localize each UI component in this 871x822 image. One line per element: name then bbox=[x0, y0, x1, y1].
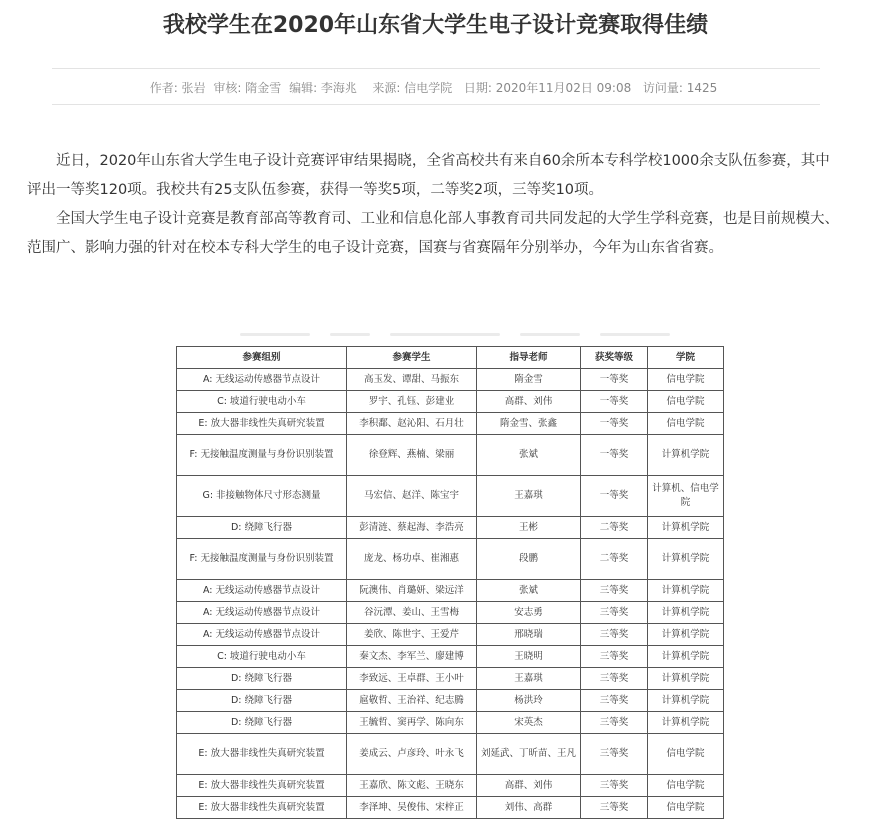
cell-students: 扈敬哲、王治祥、纪志腾 bbox=[347, 690, 477, 712]
cell-group: A: 无线运动传感器节点设计 bbox=[177, 580, 347, 602]
table-row bbox=[177, 391, 724, 413]
table-row bbox=[177, 646, 724, 668]
table-row bbox=[177, 435, 724, 476]
table-body bbox=[177, 369, 724, 819]
cell-award: 三等奖 bbox=[581, 646, 648, 668]
table-row bbox=[177, 580, 724, 602]
cell-award: 三等奖 bbox=[581, 668, 648, 690]
cell-advisors: 杨洪玲 bbox=[477, 690, 581, 712]
header-college: 学院 bbox=[648, 347, 724, 369]
cell-group: E: 放大器非线性失真研究装置 bbox=[177, 775, 347, 797]
meta-reviewer: 审核: 隋金雪 bbox=[213, 81, 282, 95]
cell-group: F: 无接触温度测量与身份识别装置 bbox=[177, 435, 347, 476]
table-row bbox=[177, 624, 724, 646]
cell-students: 秦文杰、李军兰、廖建博 bbox=[347, 646, 477, 668]
cell-group: A: 无线运动传感器节点设计 bbox=[177, 602, 347, 624]
cell-group: A: 无线运动传感器节点设计 bbox=[177, 624, 347, 646]
table-row bbox=[177, 734, 724, 775]
table-row bbox=[177, 476, 724, 517]
cell-college: 计算机学院 bbox=[648, 602, 724, 624]
cell-advisors: 王晓明 bbox=[477, 646, 581, 668]
cell-award: 一等奖 bbox=[581, 413, 648, 435]
cell-students: 高玉发、谭甜、马振东 bbox=[347, 369, 477, 391]
cell-award: 三等奖 bbox=[581, 734, 648, 775]
header-advisors: 指导老师 bbox=[477, 347, 581, 369]
cell-college: 计算机学院 bbox=[648, 646, 724, 668]
table-row bbox=[177, 690, 724, 712]
meta-author: 作者: 张岩 bbox=[149, 81, 206, 95]
table-header-row bbox=[177, 347, 724, 369]
cell-award: 三等奖 bbox=[581, 690, 648, 712]
cell-award: 三等奖 bbox=[581, 797, 648, 819]
cell-advisors: 刘伟、高群 bbox=[477, 797, 581, 819]
cell-students: 马宏信、赵洋、陈宝宇 bbox=[347, 476, 477, 517]
cell-group: E: 放大器非线性失真研究装置 bbox=[177, 797, 347, 819]
cell-students: 罗宇、孔钰、彭建业 bbox=[347, 391, 477, 413]
cell-students: 姜成云、卢彦玲、叶永飞 bbox=[347, 734, 477, 775]
cell-students: 谷沅潭、姜山、王雪梅 bbox=[347, 602, 477, 624]
cell-students: 阮澳伟、肖璐妍、梁远洋 bbox=[347, 580, 477, 602]
header-students: 参赛学生 bbox=[347, 347, 477, 369]
cell-college: 计算机学院 bbox=[648, 690, 724, 712]
cell-group: C: 坡道行驶电动小车 bbox=[177, 391, 347, 413]
cell-group: F: 无接触温度测量与身份识别装置 bbox=[177, 539, 347, 580]
cell-students: 李泽坤、吴俊伟、宋梓正 bbox=[347, 797, 477, 819]
cell-college: 计算机、信电学院 bbox=[648, 476, 724, 517]
table-row bbox=[177, 602, 724, 624]
cell-students: 庞龙、杨功卓、崔湘惠 bbox=[347, 539, 477, 580]
table-row bbox=[177, 539, 724, 580]
article-title: 我校学生在2020年山东省大学生电子设计竞赛取得佳绩 bbox=[162, 13, 709, 38]
cell-college: 信电学院 bbox=[648, 413, 724, 435]
cell-advisors: 王彬 bbox=[477, 517, 581, 539]
cell-students: 徐登辉、燕楠、梁丽 bbox=[347, 435, 477, 476]
cell-advisors: 宋英杰 bbox=[477, 712, 581, 734]
cell-award: 一等奖 bbox=[581, 369, 648, 391]
cell-award: 二等奖 bbox=[581, 539, 648, 580]
article-body bbox=[27, 147, 842, 263]
header-award: 获奖等级 bbox=[581, 347, 648, 369]
table-row bbox=[177, 413, 724, 435]
awards-table bbox=[176, 346, 724, 819]
paragraph-2: 全国大学生电子设计竞赛是教育部高等教育司、工业和信息化部人事教育司共同发起的大学生学科竞赛，也是目前规模大、范围广、影响力强的针对在校本专科大学生的电子设计竞赛，国赛与省赛隔年分别举办，今年为山东省省赛。 bbox=[27, 211, 839, 256]
meta-divider bbox=[52, 104, 820, 105]
meta-editor: 编辑: 李海兆 bbox=[289, 81, 357, 95]
cell-group: E: 放大器非线性失真研究装置 bbox=[177, 734, 347, 775]
table-row bbox=[177, 369, 724, 391]
cell-group: D: 绕障飞行器 bbox=[177, 712, 347, 734]
cell-college: 计算机学院 bbox=[648, 712, 724, 734]
cell-advisors: 邢晓瑞 bbox=[477, 624, 581, 646]
cell-award: 三等奖 bbox=[581, 775, 648, 797]
cell-college: 信电学院 bbox=[648, 369, 724, 391]
faded-image-caption bbox=[230, 326, 670, 342]
cell-award: 三等奖 bbox=[581, 624, 648, 646]
meta-date: 日期: 2020年11月02日 09:08 bbox=[463, 81, 632, 95]
cell-college: 信电学院 bbox=[648, 797, 724, 819]
cell-award: 一等奖 bbox=[581, 476, 648, 517]
cell-college: 计算机学院 bbox=[648, 539, 724, 580]
table-row bbox=[177, 712, 724, 734]
cell-college: 计算机学院 bbox=[648, 435, 724, 476]
cell-group: G: 非接触物体尺寸形态测量 bbox=[177, 476, 347, 517]
cell-students: 王嘉欣、陈文彪、王晓东 bbox=[347, 775, 477, 797]
cell-group: D: 绕障飞行器 bbox=[177, 668, 347, 690]
cell-college: 计算机学院 bbox=[648, 580, 724, 602]
cell-students: 李致远、王卓群、王小叶 bbox=[347, 668, 477, 690]
cell-advisors: 高群、刘伟 bbox=[477, 391, 581, 413]
cell-group: D: 绕障飞行器 bbox=[177, 517, 347, 539]
cell-group: C: 坡道行驶电动小车 bbox=[177, 646, 347, 668]
cell-students: 彭清涟、蔡起海、李浩亮 bbox=[347, 517, 477, 539]
cell-college: 信电学院 bbox=[648, 775, 724, 797]
cell-college: 计算机学院 bbox=[648, 517, 724, 539]
cell-award: 一等奖 bbox=[581, 391, 648, 413]
title-divider bbox=[52, 68, 820, 69]
cell-advisors: 安志勇 bbox=[477, 602, 581, 624]
cell-award: 一等奖 bbox=[581, 435, 648, 476]
cell-college: 信电学院 bbox=[648, 734, 724, 775]
meta-views: 访问量: 1425 bbox=[642, 81, 718, 95]
cell-college: 计算机学院 bbox=[648, 668, 724, 690]
article-meta bbox=[0, 80, 871, 96]
paragraph-1: 近日，2020年山东省大学生电子设计竞赛评审结果揭晓，全省高校共有来自60余所本专科学校1000余支队伍参赛，其中评出一等奖120项。我校共有25支队伍参赛，获得一等奖5项，二等奖2项，三等奖10项。 bbox=[27, 153, 830, 198]
table-row bbox=[177, 668, 724, 690]
cell-award: 二等奖 bbox=[581, 517, 648, 539]
meta-source: 来源: 信电学院 bbox=[372, 81, 453, 95]
cell-advisors: 段鹏 bbox=[477, 539, 581, 580]
cell-advisors: 隋金雪 bbox=[477, 369, 581, 391]
table-row bbox=[177, 517, 724, 539]
cell-advisors: 张斌 bbox=[477, 435, 581, 476]
cell-group: E: 放大器非线性失真研究装置 bbox=[177, 413, 347, 435]
cell-college: 信电学院 bbox=[648, 391, 724, 413]
cell-students: 王毓哲、窦再学、陈向东 bbox=[347, 712, 477, 734]
cell-advisors: 王嘉琪 bbox=[477, 668, 581, 690]
cell-students: 李积鄱、赵沁阳、石月壮 bbox=[347, 413, 477, 435]
cell-award: 三等奖 bbox=[581, 580, 648, 602]
cell-advisors: 高群、刘伟 bbox=[477, 775, 581, 797]
cell-award: 三等奖 bbox=[581, 712, 648, 734]
cell-group: D: 绕障飞行器 bbox=[177, 690, 347, 712]
cell-advisors: 刘延武、丁昕苗、王凡 bbox=[477, 734, 581, 775]
table-row bbox=[177, 797, 724, 819]
cell-advisors: 张斌 bbox=[477, 580, 581, 602]
cell-college: 计算机学院 bbox=[648, 624, 724, 646]
cell-group: A: 无线运动传感器节点设计 bbox=[177, 369, 347, 391]
cell-advisors: 王嘉琪 bbox=[477, 476, 581, 517]
cell-students: 姜欣、陈世宇、王爱芹 bbox=[347, 624, 477, 646]
header-group: 参赛组别 bbox=[177, 347, 347, 369]
cell-award: 三等奖 bbox=[581, 602, 648, 624]
table-row bbox=[177, 775, 724, 797]
cell-advisors: 隋金雪、张鑫 bbox=[477, 413, 581, 435]
